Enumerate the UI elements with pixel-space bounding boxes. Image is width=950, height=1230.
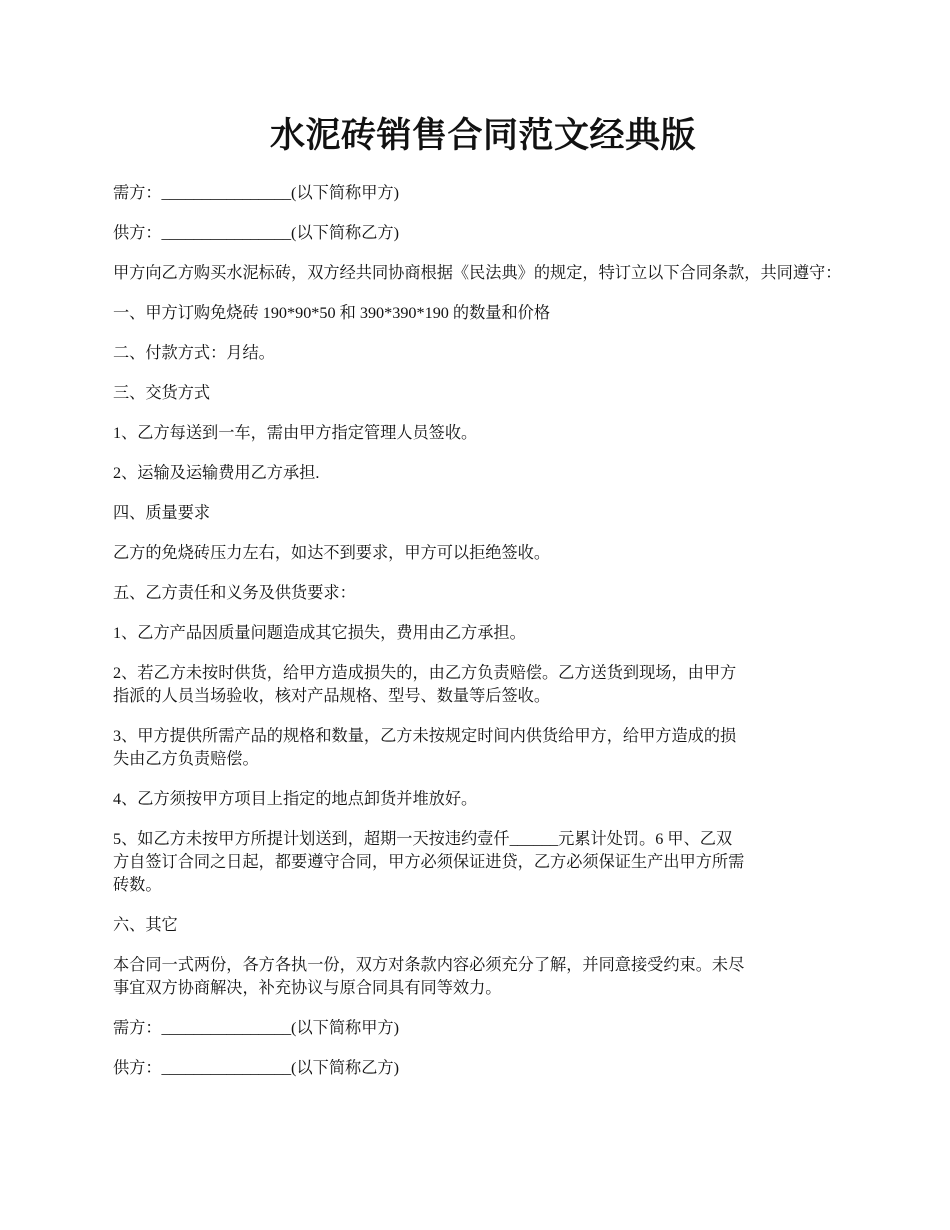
buyer-line: 需方：________________(以下简称甲方) xyxy=(113,184,399,202)
clause-3-item-2: 2、运输及运输费用乙方承担. xyxy=(113,464,320,482)
document-page xyxy=(113,112,853,1097)
supplier-signature-line: 供方：________________(以下简称乙方) xyxy=(113,1059,399,1077)
buyer-signature-line: 需方：________________(以下简称甲方) xyxy=(113,1019,399,1037)
preamble: 甲方向乙方购买水泥标砖，双方经共同协商根据《民法典》的规定，特订立以下合同条款，共同遵守： xyxy=(113,264,842,282)
clause-5-item-4: 4、乙方须按甲方项目上指定的地点卸货并堆放好。 xyxy=(113,790,478,808)
clause-6-body: 本合同一式两份，各方各执一份，双方对条款内容必须充分了解，并同意接受约束。未尽 事宜双方协商解决，补充协议与原合同具有同等效力。 xyxy=(113,956,745,997)
clause-5-item-1: 1、乙方产品因质量问题造成其它损失，费用由乙方承担。 xyxy=(113,624,526,642)
clause-3-item-1: 1、乙方每送到一车，需由甲方指定管理人员签收。 xyxy=(113,424,478,442)
clause-1-order: 一、甲方订购免烧砖 190*90*50 和 390*390*190 的数量和价格 xyxy=(113,304,551,322)
clause-5-item-5: 5、如乙方未按甲方所提计划送到，超期一天按违约壹仟______元累计处罚。6 甲、乙双 方自签订合同之日起，都要遵守合同，甲方必须保证进贷，乙方必须保证生产出甲方所需 砖数。 xyxy=(113,830,745,894)
clause-5-item-3: 3、甲方提供所需产品的规格和数量，乙方未按规定时间内供货给甲方，给甲方造成的损 失由乙方负责赔偿。 xyxy=(113,727,737,768)
document-title: 水泥砖销售合同范文经典版 xyxy=(269,116,696,155)
clause-3-heading: 三、交货方式 xyxy=(113,384,211,402)
clause-2-payment: 二、付款方式：月结。 xyxy=(113,344,275,362)
clause-4-heading: 四、质量要求 xyxy=(113,504,211,522)
clause-4-body: 乙方的免烧砖压力左右，如达不到要求，甲方可以拒绝签收。 xyxy=(113,544,551,562)
clause-5-heading: 五、乙方责任和义务及供货要求： xyxy=(113,584,356,602)
supplier-line: 供方：________________(以下简称乙方) xyxy=(113,224,399,242)
clause-6-heading: 六、其它 xyxy=(113,916,178,934)
clause-5-item-2: 2、若乙方未按时供货，给甲方造成损失的，由乙方负责赔偿。乙方送货到现场，由甲方 指派的人员当场验收，核对产品规格、型号、数量等后签收。 xyxy=(113,664,737,705)
